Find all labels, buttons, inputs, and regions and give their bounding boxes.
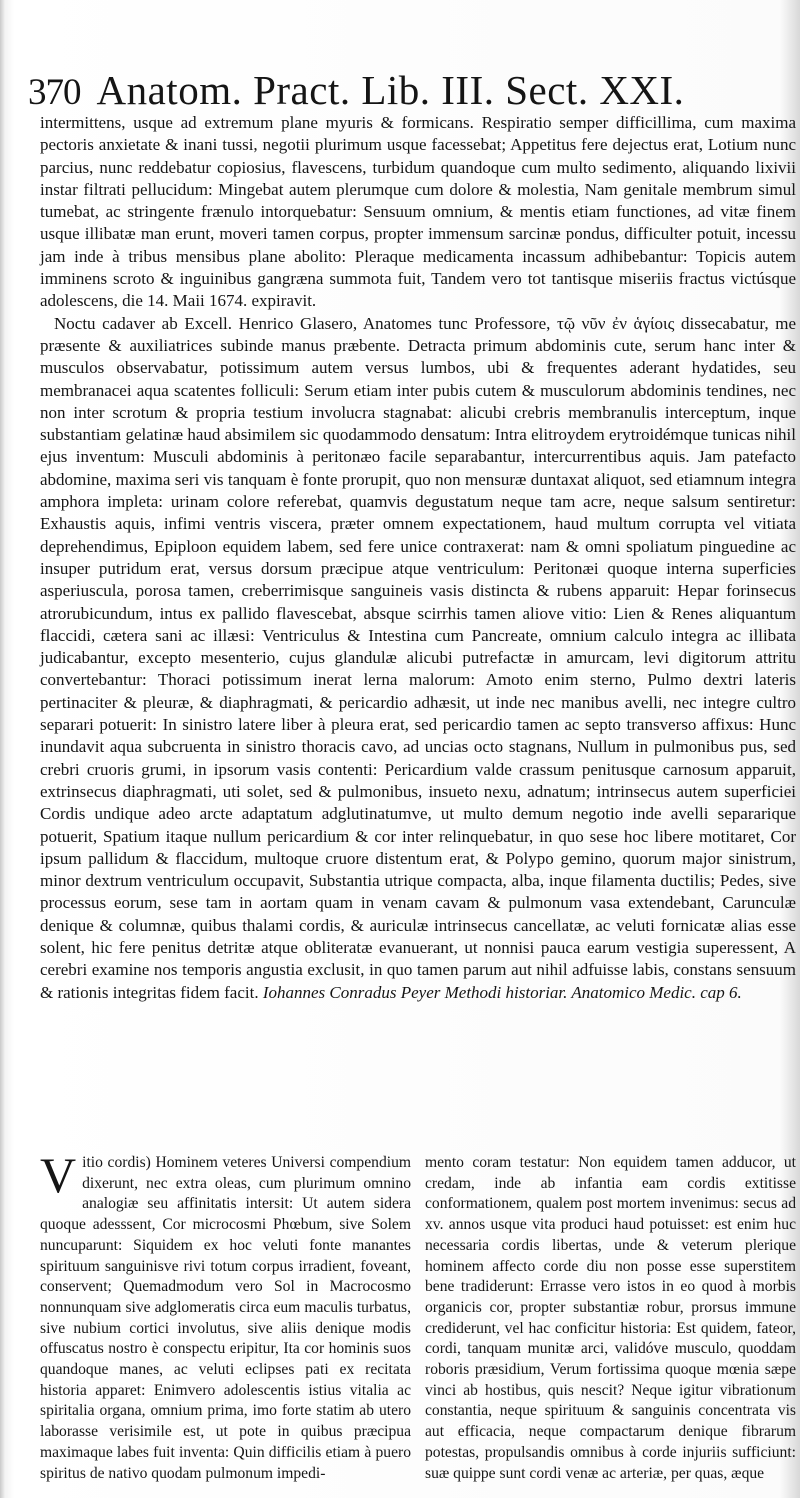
two-column-commentary xyxy=(40,1153,796,1493)
running-title: Anatom. Pract. Lib. III. Sect. XXI. xyxy=(96,67,685,113)
case-history-paragraph: intermittens, usque ad extremum plane myuris & formicans. Respiratio semper difficillima, cum maxima pectoris anxietate & inani tussi, negotii plurimum usque facessebat; Appetitus fere dejectus erat, Lotium nunc parcius, nunc reddebatur copiosius, flavescens, turbidum quandoque cum multo sedimento, aliquando lixivii instar filtrati pellucidum: Mingebat autem plerumque cum dolore & molestia, Nam genitale membrum simul tumebat, ac stringente frænulo intorquebatur: Sensuum omnium, & mentis etiam functiones, ad vitæ finem usque illibatæ man erunt, moveri tamen corpus, propter immensum sarcinæ pondus, difficulter potuit, incessu jam inde à tribus mensibus plane abolito: Pleraque medicamenta incassum adhibebantur: Topicis autem imminens scroto & inguinibus gangræna summota fuit, Tandem vero tot tantisque miseriis fractus victúsque adolescens, die 14. Maii 1674. expiravit. xyxy=(40,113,796,311)
dissection-paragraph xyxy=(40,313,796,1004)
left-column-text: itio cordis) Hominem veteres Universi compendium dixerunt, nec extra oleas, cum plurimum omnino analogiæ seu affinitatis intersit: Ut autem sidera quoque adesssent, Cor microcosmi Phœbum, sive Solem nuncuparunt: Siquidem ex hoc veluti fonte manantes spirituum sanguinisve rivi totum corpus irradient, foveant, conservent; Quemadmodum vero Sol in Macrocosmo nonnunquam sive adglomeratis circa eum maculis turbatus, sive nubium cortici involutus, sive aliis denique modis offuscatus nostro è conspectu eripitur, Ita cor hominis suos quandoque manes, ac veluti eclipses pati ex recitata historia apparet: Enimvero adolescentis istius vitalia ac spiritalia organa, omnium prima, imo forte statim ab utero laborasse verisimile est, ut pote in quibus præcipua maximaque labes fuit inventa: Quin difficilis etiam à puero spiritus de nativo quodam pulmonum impedi- xyxy=(40,1154,411,1482)
page-header xyxy=(28,66,788,112)
left-column xyxy=(40,1153,411,1493)
page-number: 370 xyxy=(28,72,81,113)
dissection-text: Noctu cadaver ab Excell. Henrico Glasero, Anatomes tunc Professore, τῷ νῦν ἐν ἁγίοις dissecabatur, me præsente & auxiliatrices subinde manus præbente. Detracta primum abdominis cute, serum hanc inter & musculos observabatur, potissimum autem versus lumbos, ubi & frequentes aderant hydatides, seu membranacei aqua scatentes folliculi: Serum etiam inter pubis cutem & musculorum abdominis tendines, nec non inter scrotum & propria testium involucra stagnabat: alicubi crebris membranulis interceptum, inque substantiam gelatinæ haud absimilem sic quodammodo densatum: Intra elitroydem erytroidémque tunicas nihil ejus inventum: Musculi abdominis à peritonæo facile separabantur, intercurrentibus aquis. Jam patefacto abdomine, maxima seri vis tanquam è fonte prorupit, quo non mensuræ duntaxat aliquot, sed etiamnum integra amphora impleta: urinam colore referebat, quamvis degustatum neque tam acre, neque salsum sentiretur: Exhaustis aquis, infimi ventris viscera, præter omnem expectationem, haud multum corrupta vel vitiata deprehendimus, Epiploon equidem labem, sed fere unice contraxerat: nam & omni spoliatum pinguedine ac insuper putridum erat, versus dorsum præcipue atque ventriculum: Peritonæi quoque interna superficies asperiuscula, porosa tamen, creberrimisque sanguineis vasis distincta & rubens apparuit: Hepar forinsecus atrorubicundum, intus ex pallido flavescebat, absque scirrhis tamen aliove vitio: Lien & Renes aliquantum flaccidi, cætera sani ac illæsi: Ventriculus & Intestina cum Pancreate, omnium calculo integra ac illibata judicabantur, excepto mesenterio, cujus glandulæ alicubi putrefactæ in amurcam, levi digitorum attritu convertebantur: Thoraci potissimum inerat lerna malorum: Amoto enim sterno, Pulmo dextri lateris pertinaciter & pleuræ, & diaphragmati, & pericardio adhæsit, ut inde nec manibus avelli, nec integre cultro separari potuerit: In sinistro latere liber à pleura erat, sed pericardio tamen ac septo transverso affixus: Hunc inundavit aqua subcruenta in sinistro thoracis cavo, ad uncias octo stagnans, Nullum in pulmonibus pus, sed crebri cruoris grumi, in ipsorum vasis contenti: Pericardium valde crassum penitusque carnosum apparuit, extrinsecus diaphragmati, uti solet, sed & pulmonibus, insueto nexu, adnatum; intrinsecus autem superficiei Cordis undique adeo arcte adaptatum adglutinatumve, ut multo demum negotio inde avelli separarique potuerit, Spatium itaque nullum pericardium & cor inter relinquebatur, in quo sese hoc libere motitaret, Cor ipsum pallidum & flaccidum, multoque cruore distentum erat, & Polypo gemino, quorum major sinistrum, minor dextrum ventriculum occupavit, Substantia utrique compacta, alba, inque filamenta ductilis; Pedes, sive processus eorum, sese tam in aortam quam in venam cavam & pulmonum vasa extendebant, Carunculæ denique & columnæ, quibus thalami cordis, & auriculæ intrinsecus cancellatæ, ac veluti fornicatæ alias esse solent, hic fere penitus detritæ atque obliteratæ evanuerant, ut nonnisi pauca earum vestigia superessent, A cerebri examine nos temporis angustia exclusit, in quo tamen parum aut nihil adfuisse labis, constans sensuum & rationis integritas fidem facit. xyxy=(40,313,796,1002)
drop-cap: V xyxy=(40,1153,77,1203)
right-column-text: mento coram testatur: Non equidem tamen adducor, ut credam, inde ab infantia eam cordis extitisse conformationem, qualem post mortem invenimus: secus ad xv. annos usque vita produci haud potuisset: est enim huc necessaria cordis libertas, unde & veterum plerique hominem affecto corde diu non posse esse superstitem bene tradiderunt: Errasse vero istos in eo quod à morbis organicis cor, propter substantiæ robur, prorsus immune crediderunt, vel hac conficitur historia: Est quidem, fateor, cordi, tanquam munitæ arci, validóve musculo, quoddam roboris præsidium, Verum fortissima quoque mœnia sæpe vinci ab hostibus, quis nescit? Neque igitur vibrationum constantia, neque spirituum & sanguinis concentrata vis aut efficacia, neque compactarum denique fibrarum potestas, propulsandis omnibus à corde injuriis sufficiunt: suæ quippe sunt cordi venæ ac arteriæ, per quas, æque xyxy=(425,1154,796,1482)
main-text xyxy=(40,112,796,1004)
source-citation: Iohannes Conradus Peyer Methodi historiar. Anatomico Medic. cap 6. xyxy=(262,982,742,1002)
right-column xyxy=(425,1153,796,1493)
